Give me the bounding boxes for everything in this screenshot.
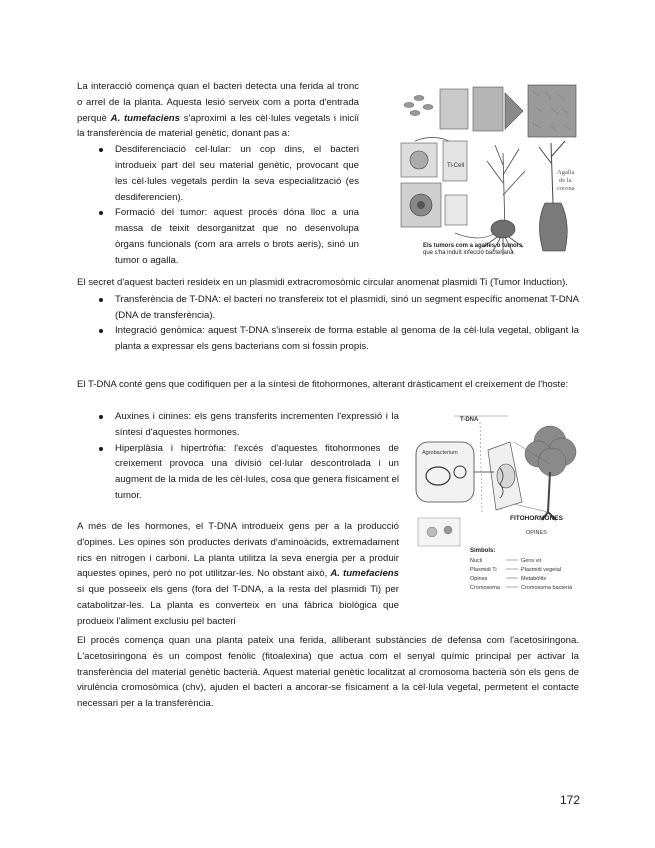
plasmid-paragraph: El secret d'aquest bacteri resideix en un plasmidi extracromosòmic circular anomenat plasmidi Ti (Tumor Induction).	[77, 277, 568, 288]
intro-block	[77, 79, 359, 269]
legend-key-1: Nucli	[470, 558, 483, 564]
figure1-caption-line1: Els tumors com a agalles o tumors	[423, 243, 523, 249]
phytohormones-bullets	[77, 409, 399, 504]
tdna-transfer-diagram	[410, 412, 580, 596]
bullet-item: Hiperplàsia i hipertròfia: l'excés d'aquestes fitohormones de creixement provoca una divisió cel·lular descontrolada i un augment de la mida de les cèl·lules, cosa que genera físicament el tumor.	[77, 441, 399, 504]
figure-tdna-transfer	[410, 412, 580, 596]
plasmid-bullet-list	[77, 292, 579, 355]
plasmid-block	[77, 275, 579, 355]
bullet-item: Auxines i cinines: els gens transferits incrementen l'expressió i la síntesi d'aquestes hormones.	[77, 409, 399, 441]
label-tdna: T-DNA	[460, 417, 479, 423]
bullet-item: Transferència de T-DNA: el bacteri no transfereix tot el plasmidi, sinó un segment específic anomenat T-DNA (DNA de transferència).	[77, 292, 579, 324]
legend-key-2: Plasmidi Ti	[470, 567, 497, 573]
opines-block	[77, 519, 399, 630]
opines-paragraph: A més de les hormones, el T-DNA introdueix gens per a la producció d'opines. Les opines són productes derivats d'aminoàcids, extremadament rics en nitrogen i carboni. La planta utilitza la seva energia per a produir aquestes opines, però no pot utilitzar-les. No obstant això, A. tumefaciens sí que posseeix els gens (fora del T-DNA, a la resta del plasmidi Ti) per catabolitzar-les. La planta es converteix en una fàbrica biològica que produeix l'aliment exclusiu pel bacteri	[77, 521, 399, 627]
species-name: A. tumefaciens	[330, 568, 399, 580]
figure1-caption-line2: que s'ha induït infecció bacteriana	[423, 250, 514, 256]
label-de-la: de la	[559, 177, 572, 184]
crown-gall-illustration	[395, 83, 580, 256]
intro-paragraph: La interacció comença quan el bacteri detecta una ferida al tronc o arrel de la planta. Aquesta lesió serveix com a porta d'entrada perquè A. tumefaciens s'aproximi a les cèl·lules vegetals i iniciï la transferència de material genètic, donant pas a:	[77, 81, 360, 140]
species-name: A. tumefaciens	[110, 112, 180, 124]
intro-bullet-list	[77, 142, 359, 268]
bullet-item: Integració genòmica: aquest T-DNA s'insereix de forma estable al genoma de la cèl·lula vegetal, obligant la planta a expressar els gens bacterians com si fossin propis.	[77, 323, 579, 355]
label-agrobacterium: Agrobacterium	[422, 450, 458, 456]
legend-key-4: Cromosoma	[470, 585, 500, 591]
legend-value-2: Plasmidi vegetal	[521, 567, 562, 573]
legend-value-1: Gens vir	[521, 558, 542, 564]
page-number: 172	[560, 793, 581, 807]
legend-value-3: Metabòlits	[521, 576, 547, 582]
acetosyringone-block	[77, 633, 579, 712]
label-corona: corona	[557, 185, 575, 192]
bullet-item: Formació del tumor: aquest procés dóna lloc a una massa de teixit desorganitzat que no desenvolupa òrgans funcionals (com ara arrels o brots aeris), sinó un tumor o agalla.	[77, 205, 359, 268]
figure-crown-gall	[395, 83, 580, 256]
legend-title: Símbols:	[470, 548, 496, 554]
phytohormones-intro: El T-DNA conté gens que codifiquen per a la síntesi de fitohormones, alterant dràsticament el creixement de l'hoste:	[77, 379, 569, 390]
label-ti-cell: Ti-Cell	[447, 163, 465, 169]
acetosyringone-paragraph: El procés comença quan una planta pateix una ferida, alliberant substàncies de defensa com l'acetosiringona. L'acetosiringona és un compost fenòlic (fitoalexina) que actua com el senyal químic principal per activar la transferència del material genètic bacterià. Aquest material genètic localitzat al cromosoma bacterià són els gens de virulència cromosòmica (chv), ajuden el bacteri a ancorar-se físicament a la cèl·lula vegetal, permetent el contacte necessari per a la transferència.	[77, 635, 579, 710]
phytohormones-bullet-list	[77, 409, 399, 504]
label-agalla: Agalla	[557, 169, 575, 176]
legend-value-4: Cromosoma bacterià	[521, 585, 573, 591]
bullet-item: Desdiferenciació cel·lular: un cop dins, el bacteri introdueix part del seu material genètic, provocant que les cèl·lules vegetals perdin la seva especialització (es desdiferencien).	[77, 142, 359, 205]
legend-key-3: Opines	[470, 576, 488, 582]
label-fitohormones: FITOHORMONES	[510, 515, 563, 522]
label-opines: OPINES	[526, 530, 547, 536]
